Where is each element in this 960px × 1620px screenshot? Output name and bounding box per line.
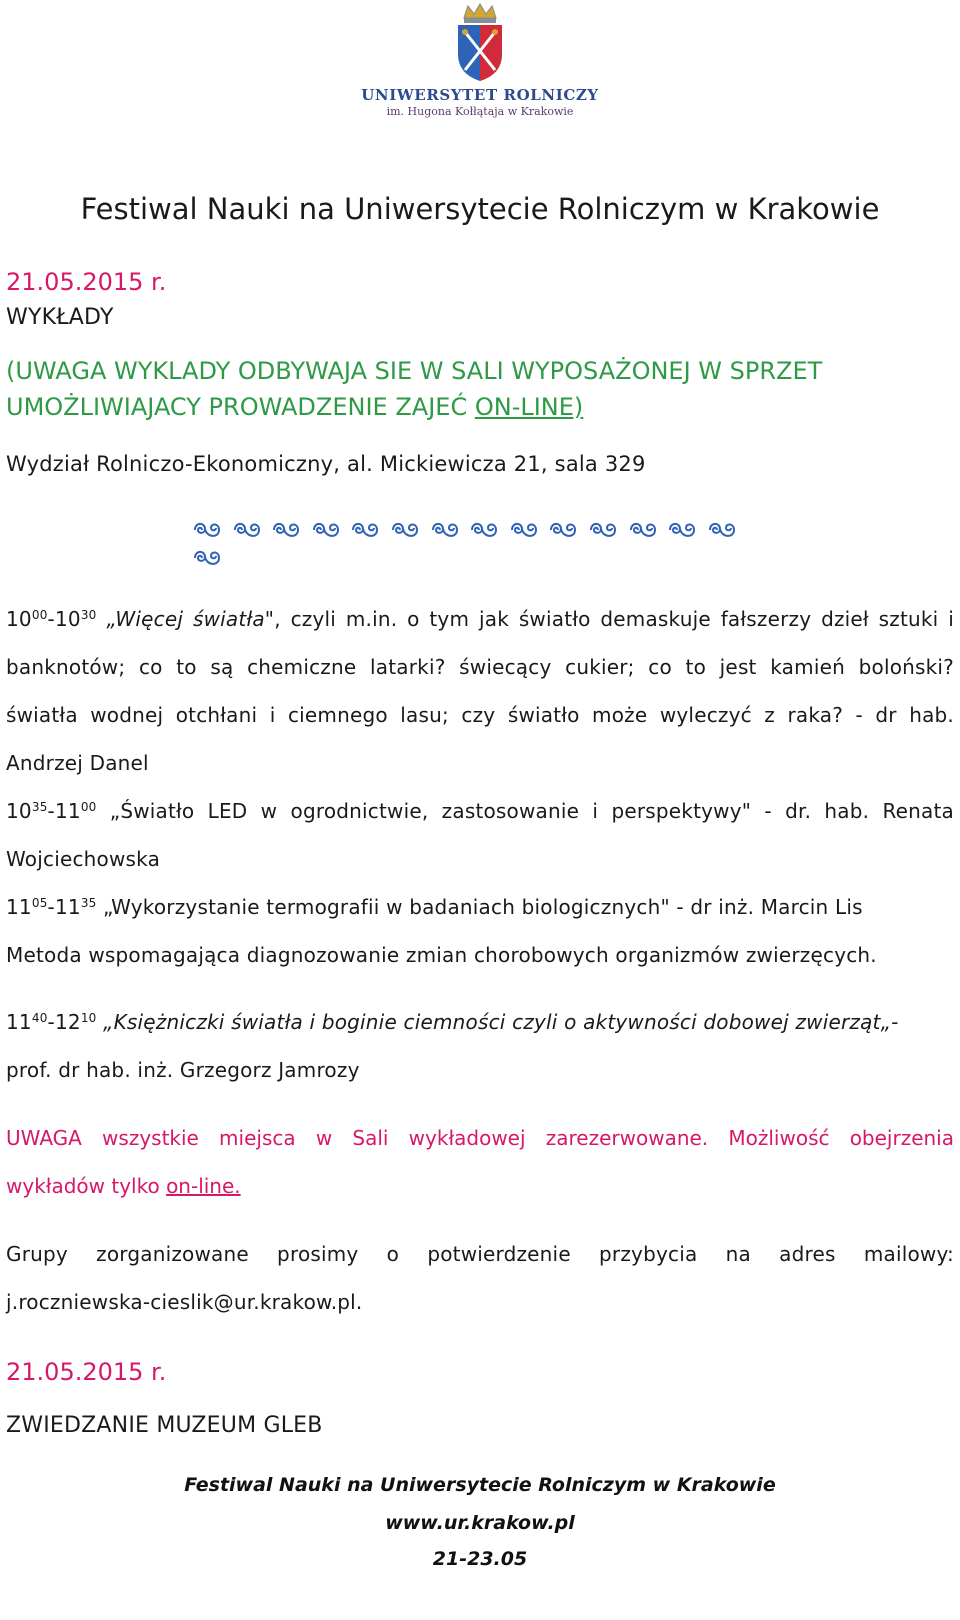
scroll-ornament-icon xyxy=(350,518,380,542)
ornament-divider xyxy=(192,518,742,546)
lecture-1-line-3: światła wodnej otchłani i ciemnego lasu; czy światło może wyleczyć z raka? - dr hab. xyxy=(6,703,954,727)
scroll-ornament-icon xyxy=(390,518,420,542)
university-logo xyxy=(350,2,610,130)
scroll-ornament-icon xyxy=(667,518,697,542)
lecture-2-title: „Światło LED w ogrodnictwie, zastosowanie i perspektywy" - dr. hab. Renata xyxy=(109,799,954,823)
scroll-ornament-icon xyxy=(430,518,460,542)
notice-text: UMOŻLIWIAJACY PROWADZENIE ZAJEĆ xyxy=(6,393,475,421)
page-title: Festiwal Nauki na Uniwersytecie Rolniczym w Krakowie xyxy=(80,192,880,226)
warning-online-link[interactable]: on-line. xyxy=(166,1174,241,1198)
scroll-ornament-icon xyxy=(628,518,658,542)
lecture-1-line-2: banknotów; co to są chemiczne latarki? świecący cukier; co to jest kamień boloński? xyxy=(6,655,954,679)
location: Wydział Rolniczo-Ekonomiczny, al. Mickiewicza 21, sala 329 xyxy=(6,452,646,476)
scroll-ornament-icon xyxy=(707,518,737,542)
scroll-ornament-icon xyxy=(271,518,301,542)
lectures-heading: WYKŁADY xyxy=(6,305,114,330)
groups-line: Grupy zorganizowane prosimy o potwierdzenie przybycia na adres mailowy: xyxy=(6,1242,954,1266)
university-subtitle: im. Hugona Kołłątaja w Krakowie xyxy=(386,105,574,118)
lecture-3-title: „Wykorzystanie termografii w badaniach biologicznych" - dr inż. Marcin Lis xyxy=(103,895,863,919)
museum-heading: ZWIEDZANIE MUZEUM GLEB xyxy=(6,1413,323,1438)
lecture-2-line-1 xyxy=(6,799,954,823)
notice-line-1: (UWAGA WYKLADY ODBYWAJA SIE W SALI WYPOSAŻONEJ W SPRZET xyxy=(6,357,823,385)
scroll-ornament-icon xyxy=(588,518,618,542)
notice-online-link[interactable]: ON-LINE) xyxy=(474,393,584,421)
footer-url[interactable]: www.ur.krakow.pl xyxy=(385,1512,575,1534)
scroll-ornament-icon xyxy=(469,518,499,542)
scroll-ornament-icon xyxy=(232,518,262,542)
scroll-ornament-icon xyxy=(548,518,578,542)
lecture-3-time: $11^{05}-11^{35}$ xyxy=(6,895,97,919)
university-name: UNIWERSYTET ROLNICZY xyxy=(361,86,599,104)
lecture-1-line-1: $10^{00}-10^{30}$ „Więcej światła", czyli m.in. o tym jak światło demaskuje fałszerzy dzieł sztuki i xyxy=(6,607,955,631)
lecture-4-time: $11^{40}-12^{10}$ xyxy=(6,1010,97,1034)
warning-line-2: wykładów tylko on-line. xyxy=(6,1174,241,1198)
museum-date: 21.05.2015 r. xyxy=(6,1358,167,1386)
lecture-2-time: $10^{35}-11^{00}$ xyxy=(6,799,97,823)
footer-title: Festiwal Nauki na Uniwersytecie Rolniczym w Krakowie xyxy=(184,1474,776,1496)
crest-icon xyxy=(450,2,510,82)
lecture-1-speaker: Andrzej Danel xyxy=(6,751,149,775)
lectures-date: 21.05.2015 r. xyxy=(6,268,167,296)
lecture-4-speaker: prof. dr hab. inż. Grzegorz Jamrozy xyxy=(6,1058,360,1082)
scroll-ornament-icon xyxy=(509,518,539,542)
lecture-4-line-1 xyxy=(6,1010,954,1034)
notice-line-2 xyxy=(6,393,954,421)
warning-line-1: UWAGA wszystkie miejsca w Sali wykładowej zarezerwowane. Możliwość obejrzenia xyxy=(6,1126,954,1150)
lecture-1-time: $10^{00}-10^{30}$ xyxy=(6,607,97,631)
scroll-ornament-icon xyxy=(192,546,222,570)
lecture-1-title: „Więcej światła" xyxy=(106,607,275,631)
lecture-3-description: Metoda wspomagająca diagnozowanie zmian chorobowych organizmów zwierzęcych. xyxy=(6,943,877,967)
lecture-4-title: „Księżniczki światła i boginie ciemności czyli o aktywności dobowej zwierząt„- xyxy=(103,1010,899,1034)
groups-email[interactable]: j.roczniewska-cieslik@ur.krakow.pl. xyxy=(6,1290,363,1314)
scroll-ornament-icon xyxy=(311,518,341,542)
footer-dates: 21-23.05 xyxy=(432,1548,528,1570)
lecture-2-speaker: Wojciechowska xyxy=(6,847,161,871)
scroll-ornament-icon xyxy=(192,518,222,542)
lecture-3-line-1 xyxy=(6,895,954,919)
